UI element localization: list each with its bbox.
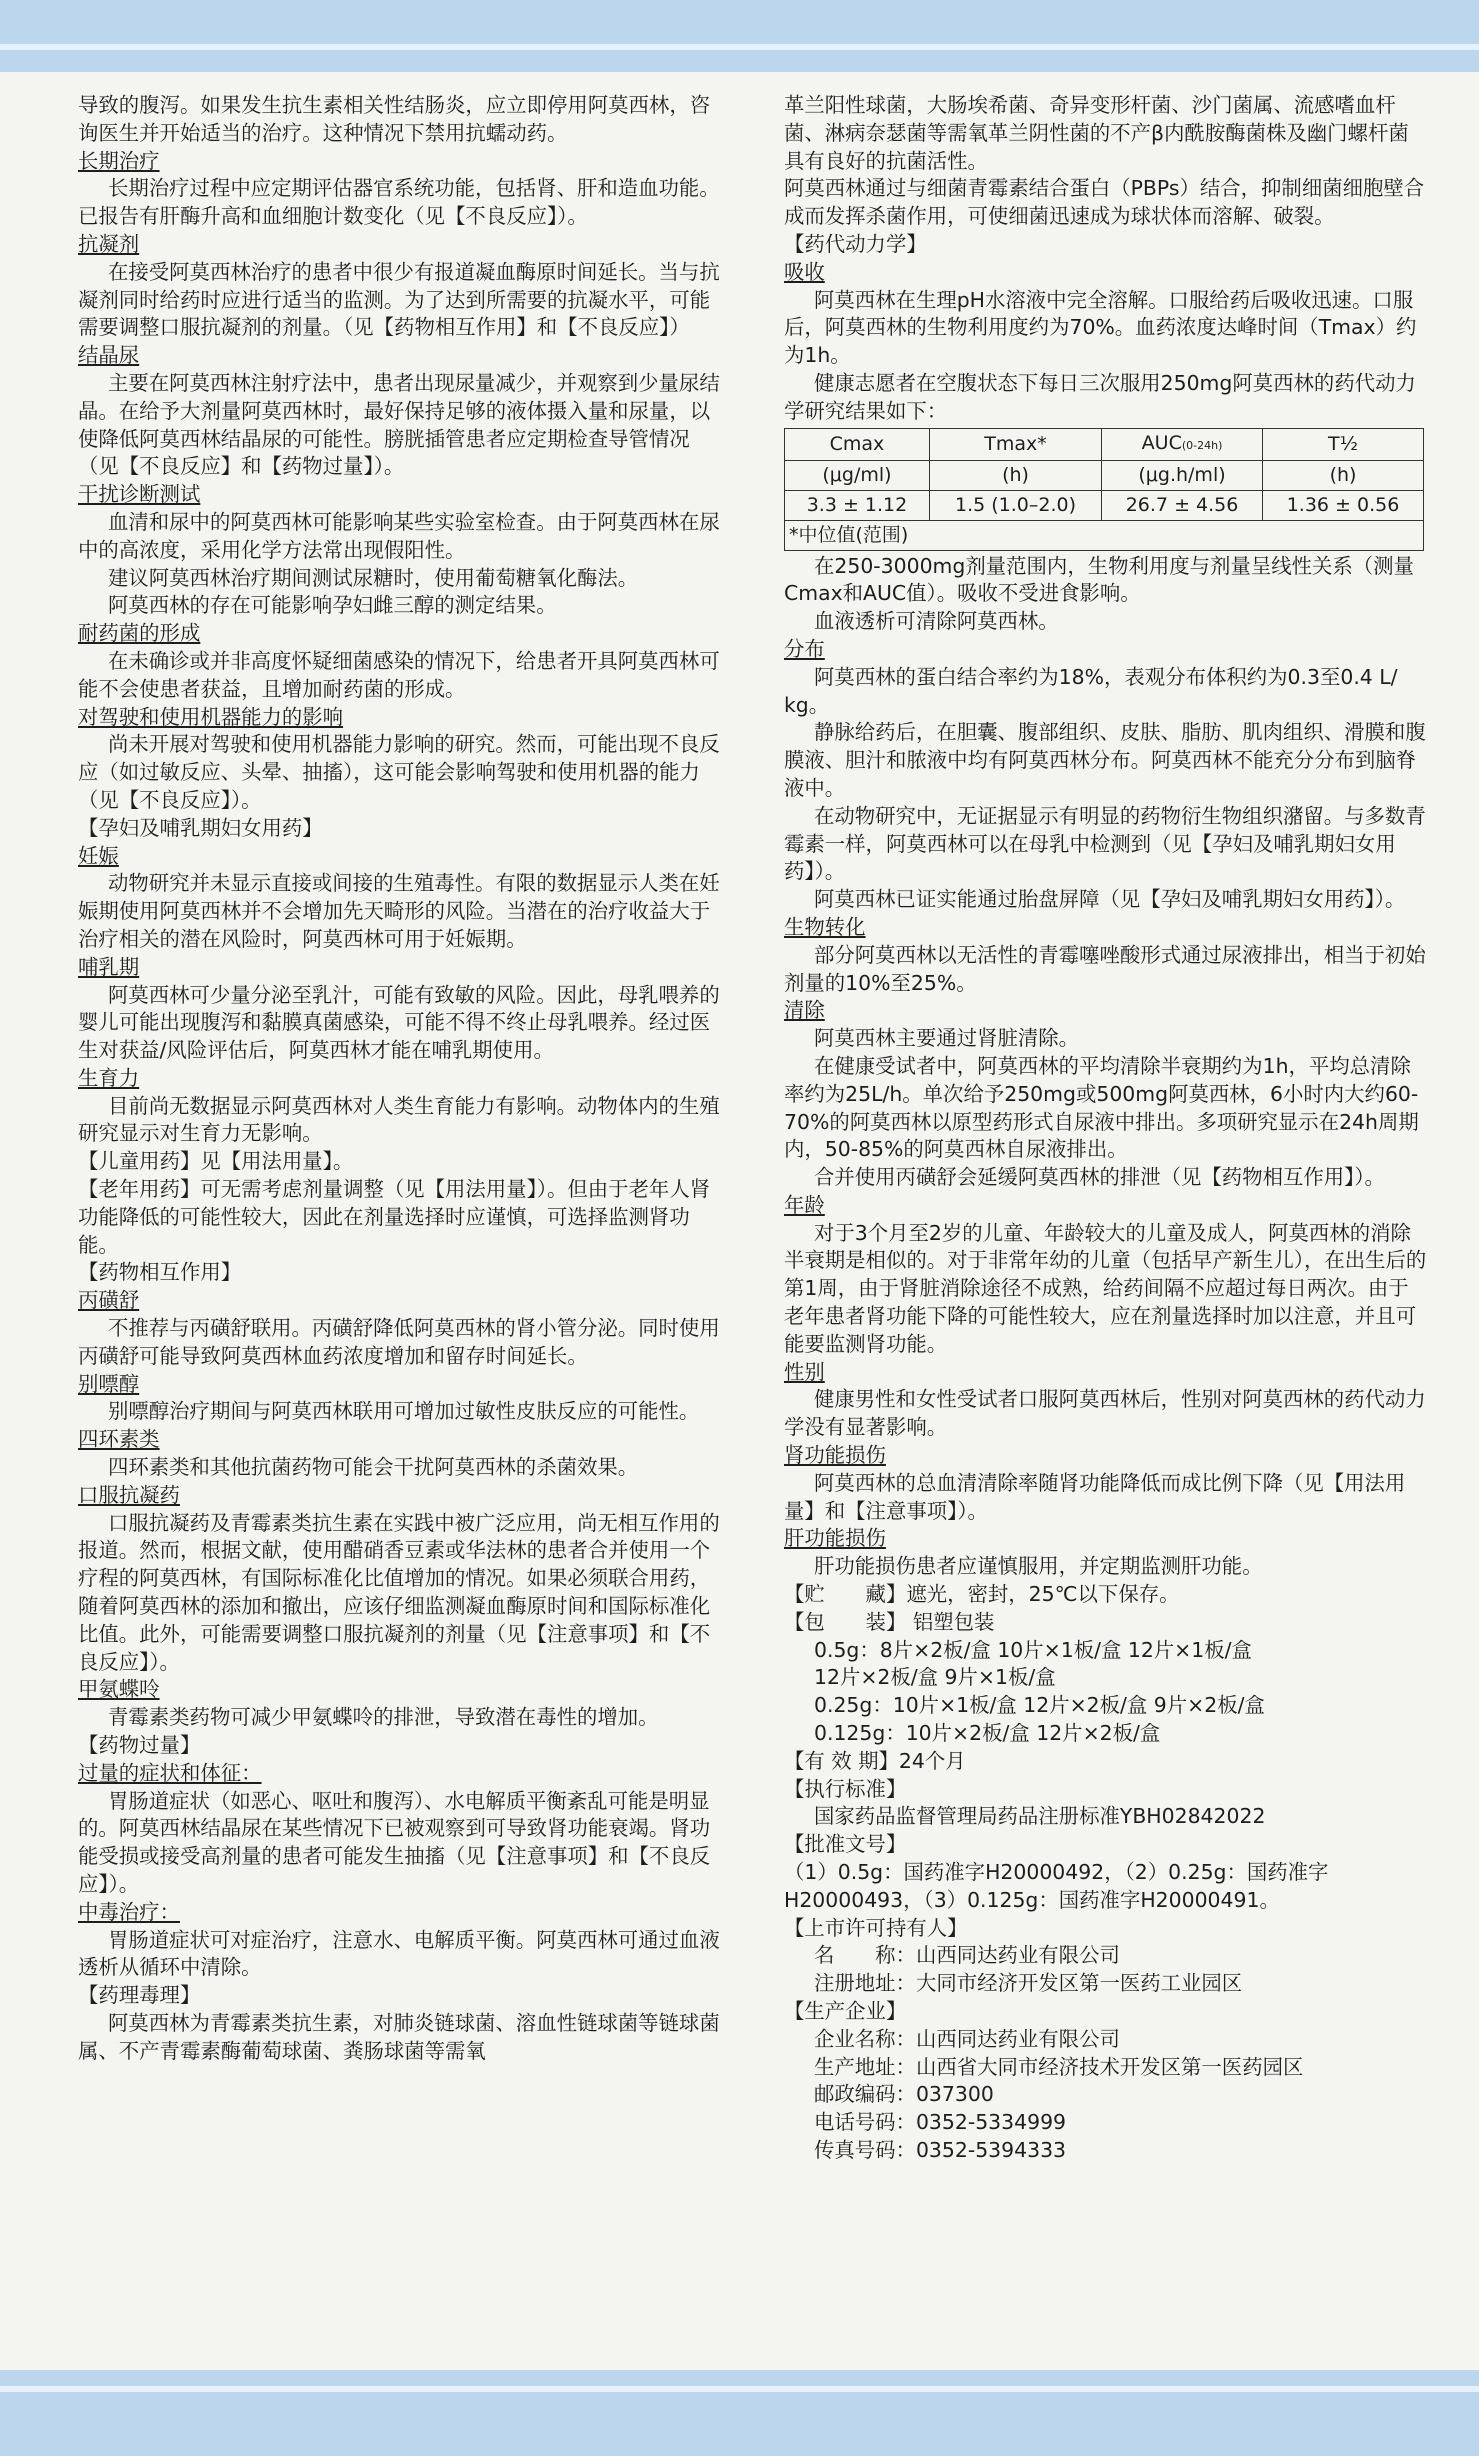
section-heading: 生物转化 bbox=[784, 914, 866, 939]
paragraph: 革兰阳性球菌，大肠埃希菌、奇异变形杆菌、沙门菌属、流感嗜血杆菌、淋病奈瑟菌等需氧革兰阴性菌的不产β内酰胺酶菌株及幽门螺杆菌具有良好的抗菌活性。 bbox=[784, 93, 1409, 173]
indented-paragraph: 国家药品监督管理局药品注册标准YBH02842022 bbox=[814, 1804, 1266, 1829]
section-heading: 抗凝剂 bbox=[78, 231, 140, 256]
indented-paragraph: 阿莫西林在生理pH水溶液中完全溶解。口服给药后吸收迅速。口服后，阿莫西林的生物利用度约为70%。血药浓度达峰时间（Tmax）约为1h。 bbox=[784, 287, 1417, 368]
indented-paragraph: 12片×2板/盒 9片×1板/盒 bbox=[814, 1665, 1056, 1690]
indented-paragraph: 目前尚无数据显示阿莫西林对人类生育能力有影响。动物体内的生殖研究显示对生育力无影响。 bbox=[78, 1093, 720, 1146]
indented-paragraph: 阿莫西林主要通过肾脏清除。 bbox=[814, 1026, 1080, 1051]
indented-paragraph: 青霉素类药物可减少甲氨蝶呤的排泄，导致潜在毒性的增加。 bbox=[108, 1705, 659, 1730]
pk-header-cmax: Cmax bbox=[785, 428, 930, 460]
paragraph: 【有 效 期】24个月 bbox=[784, 1748, 966, 1773]
paragraph: 【药代动力学】 bbox=[784, 231, 927, 256]
section-heading: 口服抗凝药 bbox=[78, 1482, 180, 1507]
indented-paragraph: 阿莫西林的蛋白结合率约为18%，表观分布体积约为0.3至0.4 L/ kg。 bbox=[784, 664, 1398, 717]
indented-paragraph: 肝功能损伤患者应谨慎服用，并定期监测肝功能。 bbox=[814, 1554, 1263, 1579]
top-blue-band bbox=[0, 0, 1479, 72]
section-heading: 长期治疗 bbox=[78, 148, 160, 173]
indented-paragraph: 长期治疗过程中应定期评估器官系统功能，包括肾、肝和造血功能。已报告有肝酶升高和血细胞计数变化（见【不良反应】）。 bbox=[78, 176, 720, 229]
pk-unit-cmax: (μg/ml) bbox=[785, 460, 930, 490]
pk-header-auc-label: AUC bbox=[1141, 431, 1182, 454]
indented-paragraph: 在接受阿莫西林治疗的患者中很少有报道凝血酶原时间延长。当与抗凝剂同时给药时应进行适当的监测。为了达到所需要的抗凝水平，可能需要调整口服抗凝剂的剂量。（见【药物相互作用】和【不良反应】） bbox=[78, 259, 720, 340]
indented-paragraph: 注册地址：大同市经济开发区第一医药工业园区 bbox=[814, 1971, 1243, 1996]
indented-paragraph: 阿莫西林的存在可能影响孕妇雌三醇的测定结果。 bbox=[108, 593, 557, 618]
indented-paragraph: 主要在阿莫西林注射疗法中，患者出现尿量减少，并观察到少量尿结晶。在给予大剂量阿莫西林时，最好保持足够的液体摄入量和尿量，以使降低阿莫西林结晶尿的可能性。膀胱插管患者应定期检查导管情况（见【不良反应】和【药物过量】）。 bbox=[78, 370, 720, 479]
indented-paragraph: 名 称：山西同达药业有限公司 bbox=[814, 1943, 1120, 1968]
pk-value-row bbox=[785, 490, 1424, 520]
indented-paragraph: 0.25g：10片×1板/盒 12片×2板/盒 9片×2板/盒 bbox=[814, 1693, 1265, 1718]
left-column bbox=[78, 92, 722, 2066]
pharmacokinetics-table bbox=[784, 428, 1424, 551]
section-heading: 生育力 bbox=[78, 1065, 140, 1090]
section-heading: 分布 bbox=[784, 636, 825, 661]
paragraph: 【执行标准】 bbox=[784, 1776, 907, 1801]
pk-unit-auc: (μg.h/ml) bbox=[1102, 460, 1263, 490]
paragraph: 【儿童用药】见【用法用量】。 bbox=[78, 1149, 354, 1174]
pk-note: *中位值(范围) bbox=[785, 520, 1424, 550]
pk-unit-thalf: (h) bbox=[1263, 460, 1424, 490]
indented-paragraph: 动物研究并未显示直接或间接的生殖毒性。有限的数据显示人类在妊娠期使用阿莫西林并不会增加先天畸形的风险。当潜在的治疗收益大于治疗相关的潜在风险时，阿莫西林可用于妊娠期。 bbox=[78, 871, 720, 951]
indented-paragraph: 阿莫西林为青霉素类抗生素，对肺炎链球菌、溶血性链球菌等链球菌属、不产青霉素酶葡萄球菌、粪肠球菌等需氧 bbox=[78, 2010, 720, 2063]
indented-paragraph: 电话号码：0352-5334999 bbox=[814, 2110, 1067, 2135]
paragraph: 阿莫西林通过与细菌青霉素结合蛋白（PBPs）结合，抑制细菌细胞壁合成而发挥杀菌作用，可使细菌迅速成为球状体而溶解、破裂。 bbox=[784, 176, 1425, 229]
paragraph: 导致的腹泻。如果发生抗生素相关性结肠炎，应立即停用阿莫西林，咨询医生并开始适当的治疗。这种情况下禁用抗蠕动药。 bbox=[78, 93, 711, 145]
indented-paragraph: 阿莫西林的总血清清除率随肾功能降低而成比例下降（见【用法用量】和【注意事项】）。 bbox=[784, 1470, 1406, 1523]
section-heading: 肾功能损伤 bbox=[784, 1443, 886, 1468]
pk-header-row bbox=[785, 428, 1424, 460]
pk-header-tmax: Tmax* bbox=[929, 428, 1101, 460]
paragraph: 【批准文号】 bbox=[784, 1832, 907, 1857]
indented-paragraph: 四环素类和其他抗菌药物可能会干扰阿莫西林的杀菌效果。 bbox=[108, 1455, 639, 1480]
indented-paragraph: 阿莫西林可少量分泌至乳汁，可能有致敏的风险。因此，母乳喂养的婴儿可能出现腹泻和黏膜真菌感染，可能不得不终止母乳喂养。经过医生对获益/风险评估后，阿莫西林才能在哺乳期使用。 bbox=[78, 982, 720, 1063]
pk-unit-tmax: (h) bbox=[929, 460, 1101, 490]
pk-value-auc: 26.7 ± 4.56 bbox=[1102, 490, 1263, 520]
paragraph: 【生产企业】 bbox=[784, 1999, 907, 2023]
top-band-stripe bbox=[0, 44, 1479, 50]
paragraph: 【药物过量】 bbox=[78, 1733, 201, 1758]
indented-paragraph: 合并使用丙磺舒会延缓阿莫西林的排泄（见【药物相互作用】）。 bbox=[814, 1165, 1385, 1190]
indented-paragraph: 胃肠道症状可对症治疗，注意水、电解质平衡。阿莫西林可通过血液透析从循环中清除。 bbox=[78, 1927, 720, 1980]
indented-paragraph: 血清和尿中的阿莫西林可能影响某些实验室检查。由于阿莫西林在尿中的高浓度，采用化学方法常出现假阳性。 bbox=[78, 509, 720, 562]
indented-paragraph: 别嘌醇治疗期间与阿莫西林联用可增加过敏性皮肤反应的可能性。 bbox=[108, 1399, 700, 1424]
indented-paragraph: 在250-3000mg剂量范围内，生物利用度与剂量呈线性关系（测量Cmax和AUC值）。吸收不受进食影响。 bbox=[784, 553, 1414, 606]
indented-paragraph: 尚未开展对驾驶和使用机器能力影响的研究。然而，可能出现不良反应（如过敏反应、头晕、抽搐），这可能会影响驾驶和使用机器的能力（见【不良反应】）。 bbox=[78, 732, 720, 812]
paragraph: 【老年用药】可无需考虑剂量调整（见【用法用量】）。但由于老年人肾功能降低的可能性较大，因此在剂量选择时应谨慎，可选择监测肾功能。 bbox=[78, 1177, 711, 1257]
bottom-band-stripe bbox=[0, 2386, 1479, 2392]
section-heading: 肝功能损伤 bbox=[784, 1526, 886, 1551]
pk-note-row bbox=[785, 520, 1424, 550]
right-column-bottom bbox=[784, 553, 1428, 2165]
section-heading: 性别 bbox=[784, 1359, 825, 1384]
indented-paragraph: 建议阿莫西林治疗期间测试尿糖时，使用葡萄糖氧化酶法。 bbox=[108, 565, 639, 590]
pk-value-cmax: 3.3 ± 1.12 bbox=[785, 490, 930, 520]
section-heading: 干扰诊断测试 bbox=[78, 482, 201, 507]
paragraph: 【孕妇及哺乳期妇女用药】 bbox=[78, 815, 323, 840]
section-heading: 耐药菌的形成 bbox=[78, 621, 201, 646]
indented-paragraph: 企业名称：山西同达药业有限公司 bbox=[814, 2026, 1120, 2051]
section-heading: 中毒治疗： bbox=[78, 1899, 180, 1924]
indented-paragraph: 部分阿莫西林以无活性的青霉噻唑酸形式通过尿液排出，相当于初始剂量的10%至25%。 bbox=[784, 942, 1426, 995]
indented-paragraph: 不推荐与丙磺舒联用。丙磺舒降低阿莫西林的肾小管分泌。同时使用丙磺舒可能导致阿莫西林血药浓度增加和留存时间延长。 bbox=[78, 1316, 720, 1368]
paragraph: （1）0.5g：国药准字H20000492，（2）0.25g：国药准字H20000493，（3）0.125g：国药准字H20000491。 bbox=[784, 1860, 1329, 1912]
pk-header-auc-sub: (0-24h) bbox=[1181, 438, 1223, 452]
indented-paragraph: 传真号码：0352-5394333 bbox=[814, 2137, 1067, 2162]
paragraph: 【上市许可持有人】 bbox=[784, 1915, 968, 1940]
indented-paragraph: 在健康受试者中，阿莫西林的平均清除半衰期约为1h，平均总清除率约为25L/h。单次给予250mg或500mg阿莫西林，6小时内大约60-70%的阿莫西林以原型药形式自尿液中排出。多项研究显示在24h周期内，50-85%的阿莫西林自尿液排出。 bbox=[784, 1053, 1419, 1162]
pk-header-thalf: T½ bbox=[1263, 428, 1424, 460]
right-column-top bbox=[784, 92, 1428, 426]
indented-paragraph: 静脉给药后，在胆囊、腹部组织、皮肤、脂肪、肌肉组织、滑膜和腹膜液、胆汁和脓液中均有阿莫西林分布。阿莫西林不能充分分布到脑脊液中。 bbox=[784, 720, 1426, 800]
indented-paragraph: 生产地址：山西省大同市经济技术开发区第一医药园区 bbox=[814, 2054, 1304, 2079]
section-heading: 别嘌醇 bbox=[78, 1371, 140, 1396]
indented-paragraph: 胃肠道症状（如恶心、呕吐和腹泻）、水电解质平衡紊乱可能是明显的。阿莫西林结晶尿在某些情况下已被观察到可导致肾功能衰竭。肾功能受损或接受高剂量的患者可能发生抽搐（见【注意事项】和【不良反应】）。 bbox=[78, 1788, 711, 1896]
indented-paragraph: 阿莫西林已证实能通过胎盘屏障（见【孕妇及哺乳期妇女用药】）。 bbox=[814, 887, 1406, 912]
pk-value-thalf: 1.36 ± 0.56 bbox=[1263, 490, 1424, 520]
section-heading: 哺乳期 bbox=[78, 954, 140, 979]
section-heading: 四环素类 bbox=[78, 1427, 160, 1452]
indented-paragraph: 口服抗凝药及青霉素类抗生素在实践中被广泛应用，尚无相互作用的报道。然而，根据文献，使用醋硝香豆素或华法林的患者合并使用一个疗程的阿莫西林，有国际标准化比值增加的情况。如果必须联合用药，随着阿莫西林的添加和撤出，应该仔细监测凝血酶原时间和国际标准化比值。此外，可能需要调整口服抗凝剂的剂量（见【注意事项】和【不良反应】）。 bbox=[78, 1510, 720, 1674]
indented-paragraph: 0.125g：10片×2板/盒 12片×2板/盒 bbox=[814, 1721, 1161, 1746]
indented-paragraph: 健康男性和女性受试者口服阿莫西林后，性别对阿莫西林的药代动力学没有显著影响。 bbox=[784, 1387, 1426, 1440]
paragraph: 【药物相互作用】 bbox=[78, 1260, 242, 1285]
section-heading: 妊娠 bbox=[78, 843, 119, 868]
pk-header-auc bbox=[1102, 428, 1263, 460]
indented-paragraph: 血液透析可清除阿莫西林。 bbox=[814, 609, 1059, 634]
indented-paragraph: 0.5g：8片×2板/盒 10片×1板/盒 12片×1板/盒 bbox=[814, 1637, 1252, 1662]
section-heading: 对驾驶和使用机器能力的影响 bbox=[78, 704, 344, 729]
section-heading: 甲氨蝶呤 bbox=[78, 1677, 160, 1702]
bottom-blue-band bbox=[0, 2370, 1479, 2456]
section-heading: 清除 bbox=[784, 998, 825, 1023]
section-heading: 过量的症状和体征： bbox=[78, 1760, 262, 1785]
paragraph: 【包 装】 铝塑包装 bbox=[784, 1609, 995, 1634]
indented-paragraph: 健康志愿者在空腹状态下每日三次服用250mg阿莫西林的药代动力学研究结果如下： bbox=[784, 370, 1416, 423]
paragraph: 【贮 藏】遮光，密封，25℃以下保存。 bbox=[784, 1582, 1180, 1607]
indented-paragraph: 邮政编码：037300 bbox=[814, 2082, 994, 2107]
indented-paragraph: 对于3个月至2岁的儿童、年龄较大的儿童及成人，阿莫西林的消除半衰期是相似的。对于非常年幼的儿童（包括早产新生儿），在出生后的第1周，由于肾脏消除途径不成熟，给药间隔不应超过每日两次。由于老年患者肾功能下降的可能性较大，应在剂量选择时加以注意，并且可能要监测肾功能。 bbox=[784, 1220, 1427, 1356]
section-heading: 年龄 bbox=[784, 1192, 825, 1217]
section-heading: 结晶尿 bbox=[78, 343, 140, 368]
section-heading: 丙磺舒 bbox=[78, 1288, 140, 1313]
indented-paragraph: 在动物研究中，无证据显示有明显的药物衍生物组织潴留。与多数青霉素一样，阿莫西林可以在母乳中检测到（见【孕妇及哺乳期妇女用药】）。 bbox=[784, 803, 1426, 884]
section-heading: 吸收 bbox=[784, 259, 825, 284]
indented-paragraph: 在未确诊或并非高度怀疑细菌感染的情况下，给患者开具阿莫西林可能不会使患者获益，且增加耐药菌的形成。 bbox=[78, 648, 720, 701]
right-column bbox=[784, 92, 1428, 2165]
pk-unit-row bbox=[785, 460, 1424, 490]
paragraph: 【药理毒理】 bbox=[78, 1983, 201, 2008]
pk-value-tmax: 1.5 (1.0–2.0) bbox=[929, 490, 1101, 520]
